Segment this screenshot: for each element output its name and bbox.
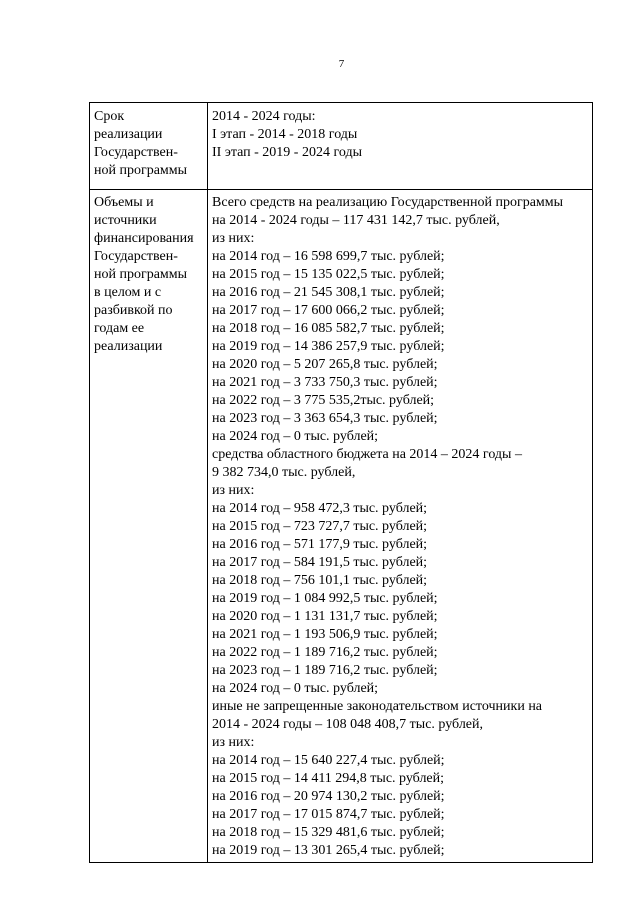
row-value-line: 2014 - 2024 годы: [212, 109, 316, 124]
table-row-implementation-period [90, 103, 593, 190]
row-value-line: Всего средств на реализацию Государственной программы [212, 195, 564, 210]
row-value-line: II этап - 2019 - 2024 годы [212, 145, 362, 160]
row-value-line: на 2018 год – 15 329 481,6 тыс. рублей; [212, 825, 445, 840]
row-value-line: на 2019 год – 13 301 265,4 тыс. рублей; [212, 843, 445, 858]
row-value-line: на 2024 год – 0 тыс. рублей; [212, 429, 379, 444]
row-value-line: 9 382 734,0 тыс. рублей, [212, 465, 356, 480]
row-value-line: на 2022 год – 1 189 716,2 тыс. рублей; [212, 645, 438, 660]
row-value-line: на 2015 год – 723 727,7 тыс. рублей; [212, 519, 428, 534]
row-value-line: на 2023 год – 1 189 716,2 тыс. рублей; [212, 663, 438, 678]
row-label-line: Срок [94, 109, 125, 124]
row-label-cell [90, 103, 208, 190]
row-label-line: ной программы [94, 267, 188, 282]
row-value-line: на 2016 год – 20 974 130,2 тыс. рублей; [212, 789, 445, 804]
row-value-line: на 2019 год – 14 386 257,9 тыс. рублей; [212, 339, 445, 354]
row-label-line: Государствен- [94, 249, 178, 264]
row-label-line: в целом и с [94, 285, 162, 300]
program-passport-table [89, 102, 593, 863]
row-value-line: на 2024 год – 0 тыс. рублей; [212, 681, 379, 696]
row-value-line: иные не запрещенные законодательством источники на [212, 699, 543, 714]
row-label-line: разбивкой по [94, 303, 173, 318]
row-label-line: финансирования [94, 231, 194, 246]
row-value-line: на 2014 год – 958 472,3 тыс. рублей; [212, 501, 428, 516]
row-label-line: годам ее [94, 321, 145, 336]
row-value-line: из них: [212, 231, 255, 246]
row-value-line: на 2014 год – 16 598 699,7 тыс. рублей; [212, 249, 445, 264]
row-value-line: I этап - 2014 - 2018 годы [212, 127, 358, 142]
row-value-line: 2014 - 2024 годы – 108 048 408,7 тыс. рублей, [212, 717, 484, 732]
row-value-line: на 2017 год – 584 191,5 тыс. рублей; [212, 555, 428, 570]
row-value-line: на 2021 год – 1 193 506,9 тыс. рублей; [212, 627, 438, 642]
row-label-line: реализации [94, 339, 163, 354]
row-value-line: из них: [212, 483, 255, 498]
row-value-cell [208, 190, 593, 863]
page-number: 7 [338, 58, 345, 70]
row-value-line: на 2022 год – 3 775 535,2тыс. рублей; [212, 393, 435, 408]
row-label-line: источники [94, 213, 157, 228]
row-label-line: Государствен- [94, 145, 178, 160]
row-value-line: на 2020 год – 5 207 265,8 тыс. рублей; [212, 357, 438, 372]
row-value-line: на 2019 год – 1 084 992,5 тыс. рублей; [212, 591, 438, 606]
row-value-line: на 2017 год – 17 600 066,2 тыс. рублей; [212, 303, 445, 318]
row-label-cell [90, 190, 208, 863]
row-value-line: на 2018 год – 16 085 582,7 тыс. рублей; [212, 321, 445, 336]
row-label-line: реализации [94, 127, 163, 142]
row-value-line: средства областного бюджета на 2014 – 2024 годы – [212, 447, 522, 462]
row-value-line: на 2015 год – 15 135 022,5 тыс. рублей; [212, 267, 445, 282]
row-value-line: на 2017 год – 17 015 874,7 тыс. рублей; [212, 807, 445, 822]
row-value-line: на 2014 - 2024 годы – 117 431 142,7 тыс. рублей, [212, 213, 500, 228]
row-label-line: ной программы [94, 163, 188, 178]
table-row-funding [90, 190, 593, 863]
row-label-line: Объемы и [94, 195, 154, 210]
row-value-line: на 2016 год – 21 545 308,1 тыс. рублей; [212, 285, 445, 300]
row-value-line: на 2021 год – 3 733 750,3 тыс. рублей; [212, 375, 438, 390]
row-value-line: на 2020 год – 1 131 131,7 тыс. рублей; [212, 609, 438, 624]
row-value-line: на 2014 год – 15 640 227,4 тыс. рублей; [212, 753, 445, 768]
row-value-line: на 2015 год – 14 411 294,8 тыс. рублей; [212, 771, 445, 786]
row-value-line: из них: [212, 735, 255, 750]
row-value-line: на 2016 год – 571 177,9 тыс. рублей; [212, 537, 428, 552]
row-value-line: на 2023 год – 3 363 654,3 тыс. рублей; [212, 411, 438, 426]
row-value-line: на 2018 год – 756 101,1 тыс. рублей; [212, 573, 428, 588]
row-value-cell [208, 103, 593, 190]
